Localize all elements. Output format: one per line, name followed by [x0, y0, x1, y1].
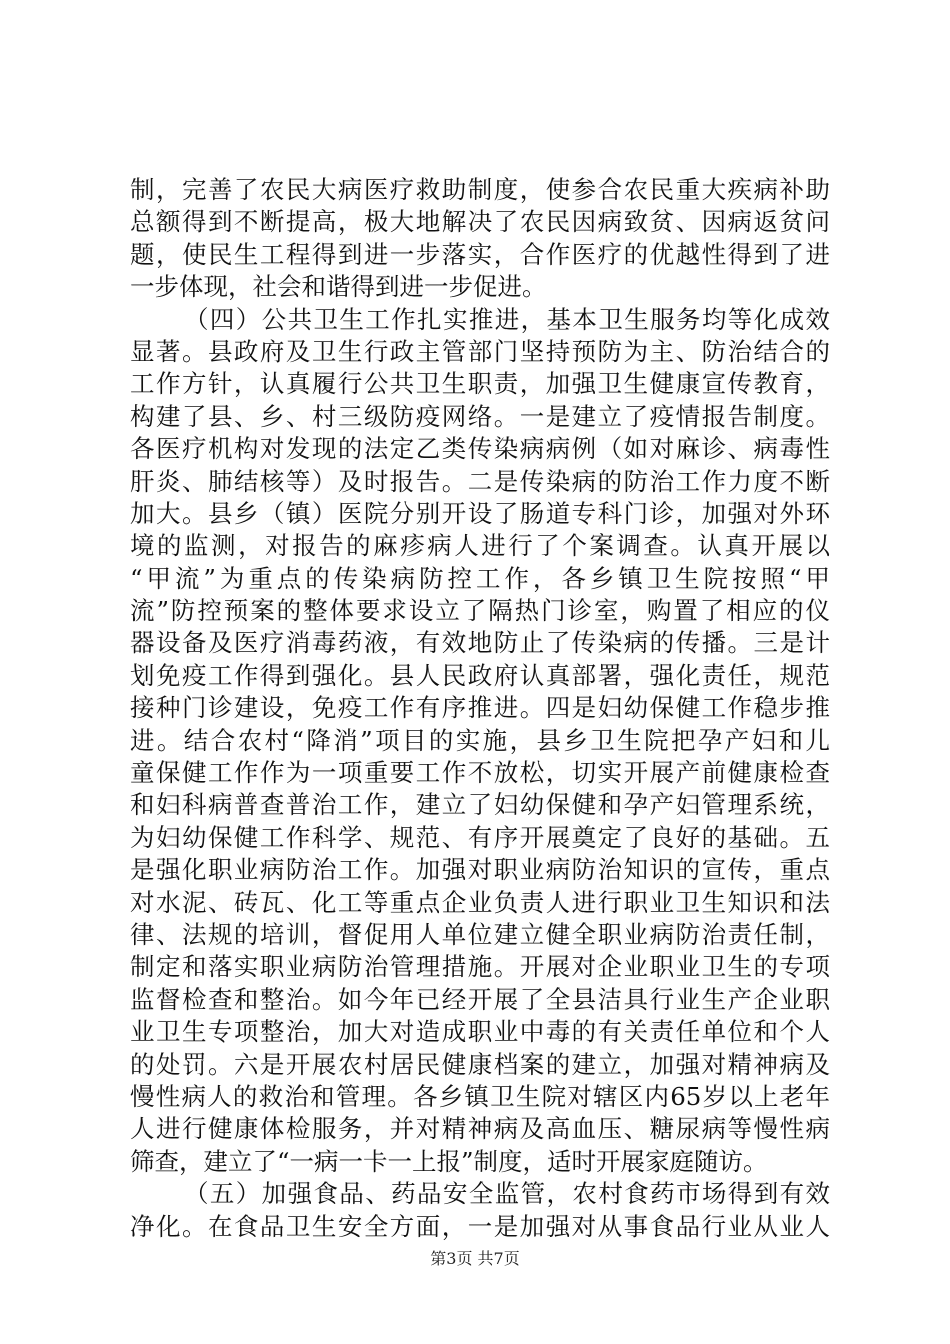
text-line: 各医疗机构对发现的法定乙类传染病病例（如对麻诊、病毒性: [130, 434, 830, 464]
text-line: 制定和落实职业病防治管理措施。开展对企业职业卫生的专项: [130, 952, 830, 982]
text-line: 业卫生专项整治，加大对造成职业中毒的有关责任单位和个人: [130, 1017, 830, 1047]
text-line: 童保健工作作为一项重要工作不放松，切实开展产前健康检查: [130, 758, 830, 788]
text-line: 工作方针，认真履行公共卫生职责，加强卫生健康宣传教育，: [130, 369, 830, 399]
text-line: 题，使民生工程得到进一步落实，合作医疗的优越性得到了进: [130, 239, 830, 269]
text-line: 肝炎、肺结核等）及时报告。二是传染病的防治工作力度不断: [130, 466, 830, 496]
body-text: [130, 174, 830, 1243]
text-line: 显著。县政府及卫生行政主管部门坚持预防为主、防治结合的: [130, 336, 830, 366]
text-line: “甲流”为重点的传染病防控工作，各乡镇卫生院按照“甲: [130, 563, 830, 593]
paragraph-start-line: （四）公共卫生工作扎实推进，基本卫生服务均等化成效: [184, 304, 830, 334]
text-line: 总额得到不断提高，极大地解决了农民因病致贫、因病返贫问: [130, 207, 830, 237]
text-line: 筛查，建立了“一病一卡一上报”制度，适时开展家庭随访。: [130, 1146, 768, 1176]
text-line: 为妇幼保健工作科学、规范、有序开展奠定了良好的基础。五: [130, 822, 830, 852]
text-line: 境的监测，对报告的麻疹病人进行了个案调查。认真开展以: [130, 531, 830, 561]
page-number-footer: 第3页 共7页: [430, 1249, 520, 1268]
text-line: 器设备及医疗消毒药液，有效地防止了传染病的传播。三是计: [130, 628, 830, 658]
text-line: 的处罚。六是开展农村居民健康档案的建立，加强对精神病及: [130, 1049, 830, 1079]
text-line: 进。结合农村“降消”项目的实施，县乡卫生院把孕产妇和儿: [130, 725, 830, 755]
text-line: 一步体现，社会和谐得到进一步促进。: [130, 272, 547, 302]
text-line: 流”防控预案的整体要求设立了隔热门诊室，购置了相应的仪: [130, 596, 830, 626]
text-line: 划免疫工作得到强化。县人民政府认真部署，强化责任，规范: [130, 660, 830, 690]
text-line: 和妇科病普查普治工作，建立了妇幼保健和孕产妇管理系统，: [130, 790, 830, 820]
text-line: 接种门诊建设，免疫工作有序推进。四是妇幼保健工作稳步推: [130, 693, 830, 723]
text-line: 构建了县、乡、村三级防疫网络。一是建立了疫情报告制度。: [130, 401, 830, 431]
text-line: 对水泥、砖瓦、化工等重点企业负责人进行职业卫生知识和法: [130, 887, 830, 917]
text-line: 净化。在食品卫生安全方面，一是加强对从事食品行业从业人: [130, 1211, 830, 1241]
paragraph-start-line: （五）加强食品、药品安全监管，农村食药市场得到有效: [184, 1179, 830, 1209]
text-line: 监督检查和整治。如今年已经开展了全县洁具行业生产企业职: [130, 984, 830, 1014]
text-line: 律、法规的培训，督促用人单位建立健全职业病防治责任制，: [130, 919, 830, 949]
text-line: 是强化职业病防治工作。加强对职业病防治知识的宣传，重点: [130, 855, 830, 885]
text-line: 制，完善了农民大病医疗救助制度，使参合农民重大疾病补助: [130, 175, 830, 204]
text-line: 慢性病人的救治和管理。各乡镇卫生院对辖区内65岁以上老年: [130, 1081, 830, 1111]
text-line: 加大。县乡（镇）医院分别开设了肠道专科门诊，加强对外环: [130, 498, 830, 528]
text-line: 人进行健康体检服务，并对精神病及高血压、糖尿病等慢性病: [130, 1114, 830, 1144]
